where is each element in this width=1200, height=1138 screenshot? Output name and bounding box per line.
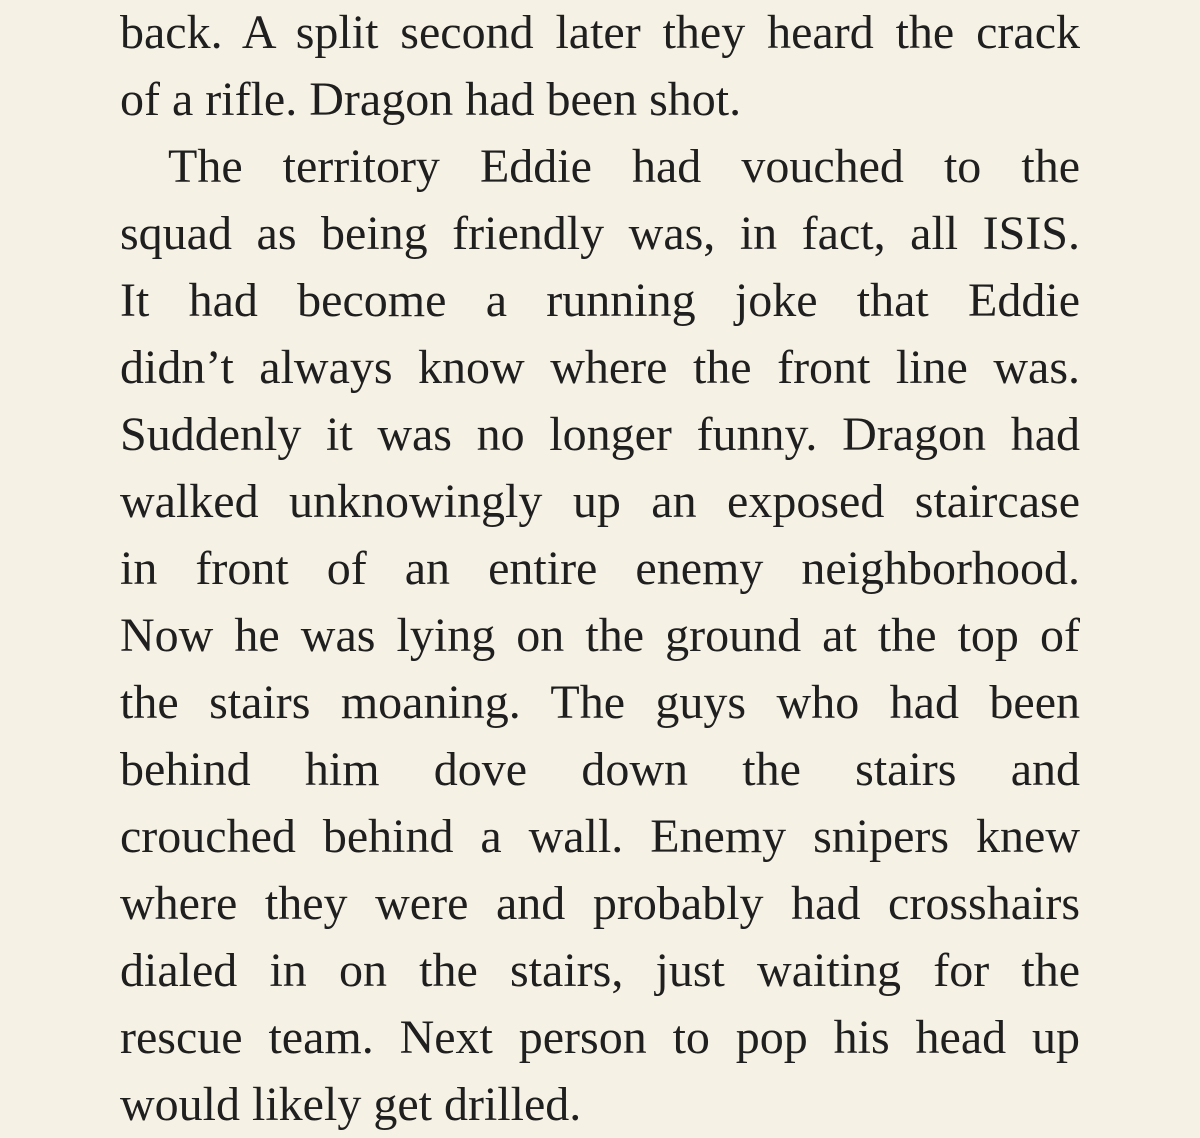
text-line: where they were and probably had crosshairs bbox=[120, 877, 1080, 930]
text-line: the stairs moaning. The guys who had been bbox=[120, 676, 1080, 729]
text-line: squad as being friendly was, in fact, all ISIS. bbox=[120, 207, 1080, 260]
text-line: didn’t always know where the front line was. bbox=[120, 341, 1080, 394]
text-line: rescue team. Next person to pop his head up bbox=[120, 1011, 1080, 1064]
text-line: Now he was lying on the ground at the top of bbox=[120, 609, 1080, 662]
text-line: behind him dove down the stairs and bbox=[120, 743, 1080, 796]
text-line: in front of an entire enemy neighborhood. bbox=[120, 542, 1080, 595]
text-line: of a rifle. Dragon had been shot. bbox=[120, 73, 742, 126]
text-line: The territory Eddie had vouched to the bbox=[168, 140, 1080, 193]
text-line: crouched behind a wall. Enemy snipers knew bbox=[120, 810, 1080, 863]
text-line: back. A split second later they heard the crack bbox=[120, 6, 1080, 59]
text-line: walked unknowingly up an exposed staircase bbox=[120, 475, 1080, 528]
text-line: Suddenly it was no longer funny. Dragon had bbox=[120, 408, 1080, 461]
text-line: It had become a running joke that Eddie bbox=[120, 274, 1080, 327]
text-line: dialed in on the stairs, just waiting for the bbox=[120, 944, 1080, 997]
body-text bbox=[120, 0, 1080, 1138]
text-line: would likely get drilled. bbox=[120, 1078, 582, 1131]
